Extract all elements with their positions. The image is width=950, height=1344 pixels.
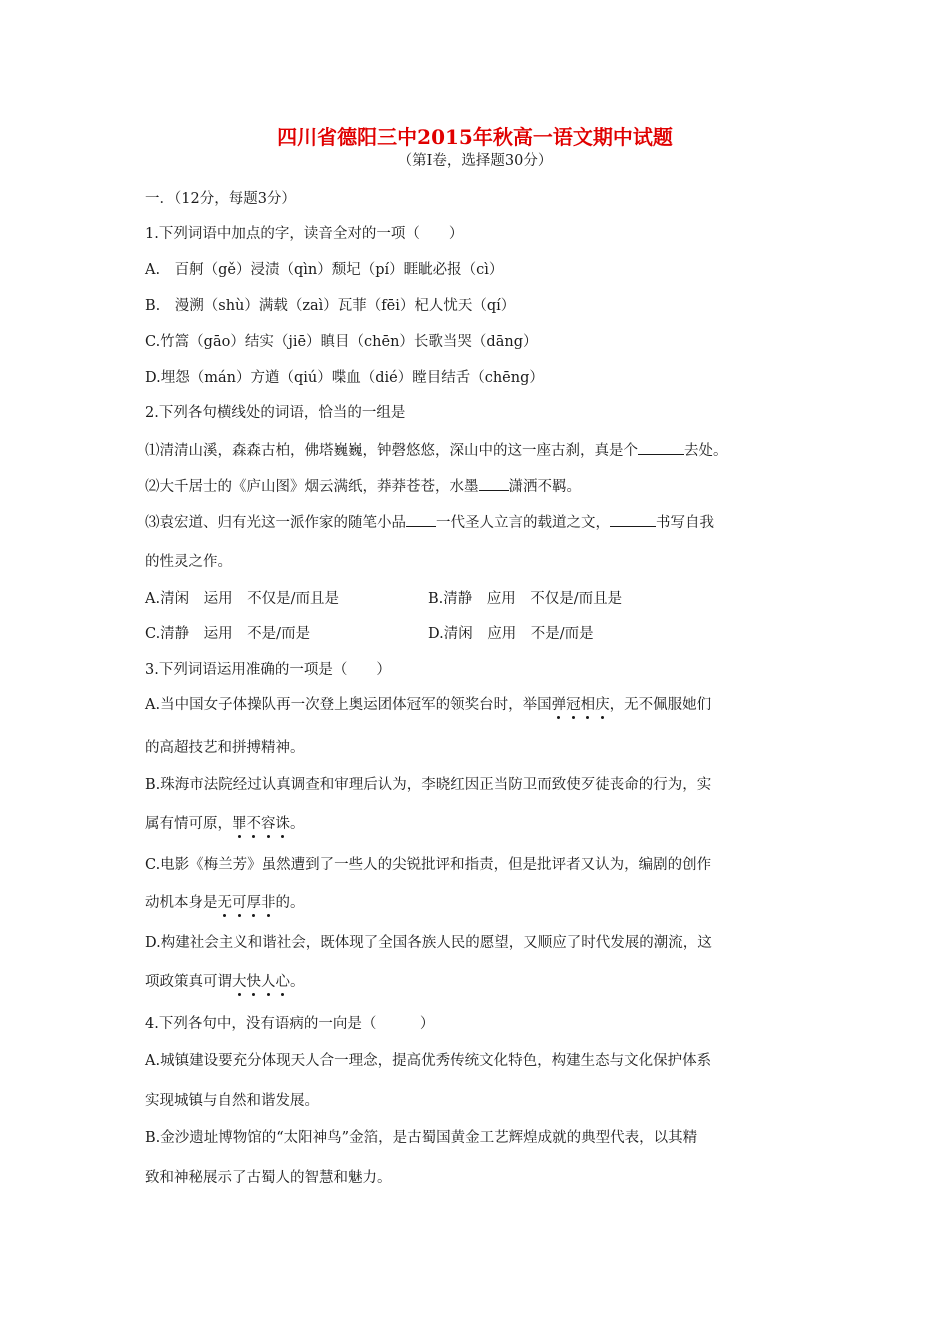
- emphasis-dot-char: 冠: [566, 697, 581, 713]
- question-1-stem: 1.下列词语中加点的字，读音全对的一项（ ）: [145, 226, 464, 242]
- question-3-option-c: C.电影《梅兰芳》虽然遭到了一些人的尖锐批评和指责，但是批评者又认为，编剧的创作: [145, 857, 712, 873]
- fill-blank: [479, 476, 509, 491]
- question-3-option-a: [145, 696, 711, 714]
- option-text: 。: [290, 974, 305, 990]
- question-2-sentence-1: [145, 440, 728, 460]
- question-1-option-a: A. 百舸（gě）浸渍（qìn）颓圮（pí）睚眦必报（cì）: [145, 262, 504, 278]
- question-2-stem: 2.下列各句横线处的词语，恰当的一组是: [145, 405, 406, 421]
- option-text: ，无不佩服她们: [609, 697, 712, 713]
- emphasized-idiom: [552, 697, 610, 713]
- question-2-option-a: A.清闲 运用 不仅是/而且是: [145, 591, 339, 607]
- option-text: 。: [290, 816, 305, 832]
- question-2-options-row-1: [145, 590, 623, 608]
- question-2-options-row-2: [145, 625, 594, 643]
- sentence-text: ⑵大千居士的《庐山图》烟云满纸，莽莽苍苍，水墨: [145, 479, 479, 495]
- question-1-option-b: B. 漫溯（shù）满载（zaì）瓦菲（fēi）杞人忧天（qí）: [145, 298, 516, 314]
- sentence-text: ⑴清清山溪，森森古柏，佛塔巍巍，钟磬悠悠，深山中的这一座古刹，真是个: [145, 443, 638, 459]
- sentence-text: 潇洒不羁。: [508, 479, 581, 495]
- option-text: 属有情可原，: [145, 816, 232, 832]
- question-2-option-c: C.清静 运用 不是/而是: [145, 626, 311, 642]
- question-2-sentence-2: [145, 476, 581, 496]
- question-3-option-b-cont: [145, 815, 305, 833]
- sentence-text: 书写自我: [656, 515, 714, 531]
- question-4-option-b-cont: 致和神秘展示了古蜀人的智慧和魅力。: [145, 1170, 392, 1186]
- emphasis-dot-char: 容: [261, 816, 276, 832]
- question-2-option-b: B.清静 应用 不仅是/而且是: [428, 591, 623, 607]
- question-3-option-a-cont: 的高超技艺和拼搏精神。: [145, 740, 305, 756]
- option-text: 动机本身是: [145, 895, 218, 911]
- emphasized-idiom: [232, 816, 290, 832]
- emphasis-dot-char: 人: [261, 974, 276, 990]
- sentence-text: ⑶袁宏道、归有光这一派作家的随笔小品: [145, 515, 406, 531]
- question-3-option-d: D.构建社会主义和谐社会，既体现了全国各族人民的愿望，又顺应了时代发展的潮流，这: [145, 935, 712, 951]
- question-1-option-c: C.竹篙（gāo）结实（jiē）瞋目（chēn）长歌当哭（dāng）: [145, 334, 538, 350]
- emphasis-dot-char: 可: [232, 895, 247, 911]
- emphasized-idiom: [218, 895, 276, 911]
- sentence-text: 去处。: [684, 443, 728, 459]
- emphasis-dot-char: 心: [275, 974, 290, 990]
- question-4-option-a: A.城镇建设要充分体现天人合一理念，提高优秀传统文化特色，构建生态与文化保护体系: [145, 1053, 712, 1069]
- emphasis-dot-char: 庆: [595, 697, 610, 713]
- page-subtitle: （第Ⅰ卷，选择题30分）: [397, 153, 553, 169]
- question-4-option-b: B.金沙遗址博物馆的“太阳神鸟”金箔，是古蜀国黄金工艺辉煌成就的典型代表，以其精: [145, 1130, 698, 1146]
- question-3-stem: 3.下列词语运用准确的一项是（ ）: [145, 662, 391, 678]
- option-text: 项政策真可谓: [145, 974, 232, 990]
- question-1-option-d: D.埋怨（mán）方遒（qiú）喋血（dié）瞠目结舌（chēng）: [145, 370, 544, 386]
- question-2-option-d: D.清闲 应用 不是/而是: [428, 626, 594, 642]
- question-3-option-d-cont: [145, 973, 305, 991]
- fill-blank: [638, 440, 684, 455]
- emphasis-dot-char: 弹: [551, 697, 567, 713]
- question-4-option-a-cont: 实现城镇与自然和谐发展。: [145, 1093, 319, 1109]
- fill-blank: [406, 512, 436, 527]
- page-title: 四川省德阳三中2015年秋高一语文期中试题: [277, 125, 673, 149]
- emphasis-dot-char: 相: [580, 697, 596, 713]
- emphasized-idiom: [232, 974, 290, 990]
- emphasis-dot-char: 快: [246, 974, 261, 990]
- emphasis-dot-char: 诛: [275, 816, 290, 832]
- emphasis-dot-char: 罪: [232, 816, 247, 832]
- sentence-text: 一代圣人立言的载道之文，: [436, 515, 610, 531]
- emphasis-dot-char: 厚: [246, 895, 261, 911]
- emphasis-dot-char: 不: [246, 816, 261, 832]
- option-text: A.当中国女子体操队再一次登上奥运团体冠军的领奖台时，举国: [145, 697, 552, 713]
- fill-blank: [610, 512, 656, 527]
- question-2-sentence-3: [145, 512, 714, 532]
- option-text: 的。: [275, 895, 305, 911]
- question-2-sentence-3-cont: 的性灵之作。: [145, 554, 232, 570]
- question-3-option-c-cont: [145, 894, 305, 912]
- question-4-stem: 4.下列各句中，没有语病的一向是（ ）: [145, 1016, 435, 1032]
- emphasis-dot-char: 非: [261, 895, 276, 911]
- emphasis-dot-char: 大: [232, 974, 247, 990]
- section-heading: 一．（12分，每题3分）: [145, 191, 296, 207]
- question-3-option-b: B.珠海市法院经过认真调查和审理后认为，李晓红因正当防卫而致使歹徒丧命的行为，实: [145, 777, 712, 793]
- emphasis-dot-char: 无: [217, 895, 232, 911]
